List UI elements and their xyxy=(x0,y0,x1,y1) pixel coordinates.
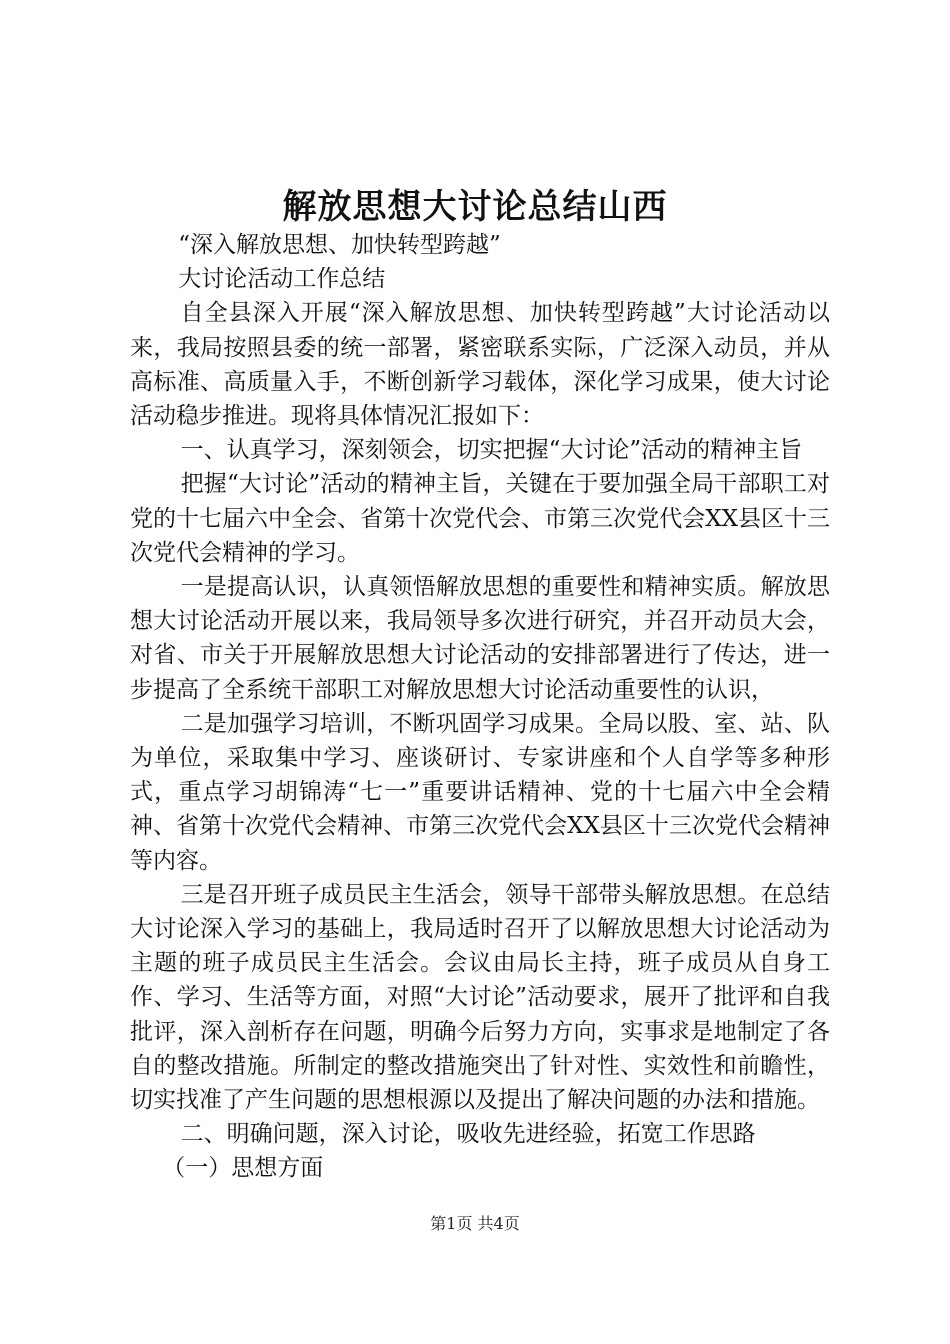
section-heading-2: 二、明确问题，深入讨论，吸收先进经验，拓宽工作思路 xyxy=(180,1121,756,1148)
document-title: 解放思想大讨论总结山西 xyxy=(282,187,668,227)
page-footer: 第1页 共4页 xyxy=(430,1214,520,1233)
paragraph-subtitle-line-1: “深入解放思想、加快转型跨越” xyxy=(178,232,501,258)
paragraph-intro: 自全县深入开展“深入解放思想、加快转型跨越”大讨论活动以来，我局按照县委的统一部署，紧密联系实际，广泛深入动员，并从高标准、高质量入手，不断创新学习载体，深化学习成果，使大讨论活动稳步推进。现将具体情况汇报如下： xyxy=(130,300,830,430)
subsection-heading-1: （一）思想方面 xyxy=(162,1155,324,1182)
paragraph-point-2: 二是加强学习培训，不断巩固学习成果。全局以股、室、站、队为单位，采取集中学习、座谈研讨、专家讲座和个人自学等多种形式，重点学习胡锦涛“七一”重要讲话精神、党的十七届六中全会精神、省第十次党代会精神、市第三次党代会XX县区十三次党代会精神等内容。 xyxy=(130,710,830,874)
section-heading-1: 一、认真学习，深刻领会，切实把握“大讨论”活动的精神主旨 xyxy=(180,437,803,464)
paragraph-point-3: 三是召开班子成员民主生活会，领导干部带头解放思想。在总结大讨论深入学习的基础上，我局适时召开了以解放思想大讨论活动为主题的班子成员民主生活会。会议由局长主持，班子成员从自身工作、学习、生活等方面，对照“大讨论”活动要求，展开了批评和自我批评，深入剖析存在问题，明确今后努力方向，实事求是地制定了各自的整改措施。所制定的整改措施突出了针对性、实效性和前瞻性，切实找准了产生问题的思想根源以及提出了解决问题的办法和措施。 xyxy=(130,881,830,1114)
paragraph-section-1-summary: 把握“大讨论”活动的精神主旨，关键在于要加强全局干部职工对党的十七届六中全会、省第十次党代会、市第三次党代会XX县区十三次党代会精神的学习。 xyxy=(130,471,830,566)
document-body xyxy=(130,228,830,1186)
paragraph-point-1: 一是提高认识，认真领悟解放思想的重要性和精神实质。解放思想大讨论活动开展以来，我局领导多次进行研究，并召开动员大会，对省、市关于开展解放思想大讨论活动的安排部署进行了传达，进一步提高了全系统干部职工对解放思想大讨论活动重要性的认识， xyxy=(130,574,830,703)
paragraph-subtitle-line-2: 大讨论活动工作总结 xyxy=(178,266,386,293)
